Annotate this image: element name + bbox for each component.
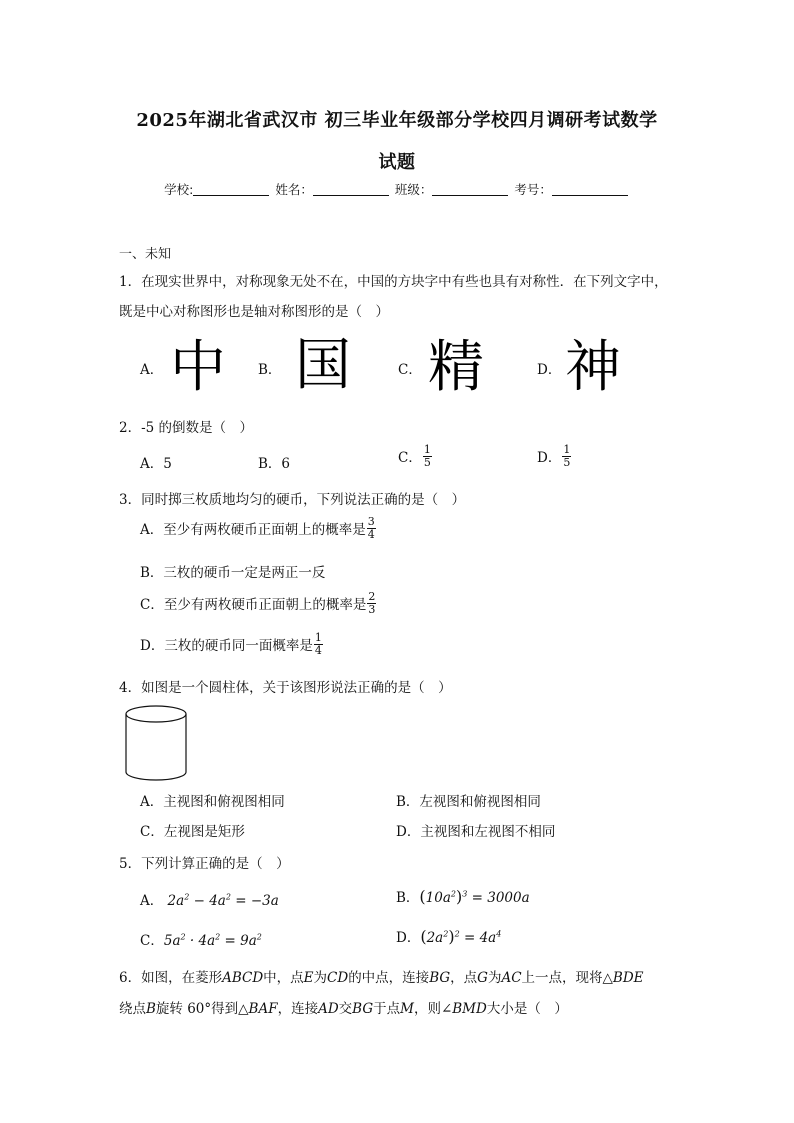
q1-option-c-char: 精	[428, 335, 484, 400]
q4-option-b: B．左视图和俯视图相同	[396, 794, 541, 810]
name-label: 姓名：	[275, 182, 313, 197]
exam-title-line1: 2025年湖北省武汉市 初三毕业年级部分学校四月调研考试数学	[136, 110, 658, 131]
q5-option-c: C．$5a^2 \cdot 4a^2 = 9a^2$	[140, 932, 262, 949]
exam-title-line2: 试题	[378, 152, 416, 173]
q1-stem-line2: 既是中心对称图形也是轴对称图形的是（ ）	[119, 304, 389, 320]
q4-stem: 4．如图是一个圆柱体，关于该图形说法正确的是（ ）	[119, 680, 452, 696]
q3-option-a: A．至少有两枚硬币正面朝上的概率是 $\frac{3}{4}$	[140, 515, 375, 541]
class-blank[interactable]	[432, 183, 508, 196]
id-label: 考号：	[514, 182, 552, 197]
section-title: 一、未知	[119, 247, 172, 262]
q5-option-b: B．$(10a^2)^3 = 3000a$	[396, 887, 530, 906]
name-blank[interactable]	[313, 183, 389, 196]
q6-stem-line2: 绕点B旋转 60°得到△BAF，连接AD交BG于点M，则∠BMD大小是（ ）	[119, 1001, 568, 1017]
q1-option-a-label: A．	[140, 362, 164, 378]
q1-option-d-char: 神	[565, 335, 621, 400]
q6-stem-line1: 6．如图，在菱形ABCD中，点E为CD的中点，连接BG，点G为AC上一点，现将△BDE	[119, 970, 644, 986]
q1-option-b-label: B．	[258, 362, 282, 378]
class-label: 班级：	[394, 182, 433, 197]
q1-option-b-char: 国	[295, 333, 351, 398]
q3-stem: 3．同时掷三枚质地均匀的硬币，下列说法正确的是（ ）	[119, 492, 466, 508]
id-blank[interactable]	[552, 183, 628, 196]
q3-option-d: D．三枚的硬币同一面概率是 $\frac{1}{4}$	[140, 631, 322, 657]
q5-option-c-expr: $5a^2 \cdot 4a^2 = 9a^2$	[163, 932, 262, 949]
q3-option-c: C．至少有两枚硬币正面朝上的概率是 $\frac{2}{3}$	[140, 590, 376, 616]
q5-option-d: D．$(2a^2)^2 = 4a^4$	[396, 927, 502, 946]
cylinder-figure	[122, 702, 192, 784]
q1-stem-line1: 1．在现实世界中，对称现象无处不在，中国的方块字中有些也具有对称性．在下列文字中，	[119, 274, 668, 290]
q1-option-d-label: D．	[537, 362, 562, 378]
q4-option-c: C．左视图是矩形	[140, 824, 245, 840]
q4-option-a: A．主视图和俯视图相同	[140, 794, 285, 810]
school-label: 学校:	[164, 182, 194, 197]
q5-option-a: A． $2a^2 - 4a^2 = -3a$	[140, 892, 279, 909]
q3-option-b: B．三枚的硬币一定是两正一反	[140, 565, 326, 581]
q1-option-c-label: C．	[398, 362, 422, 378]
q2-option-a: A．5	[140, 456, 172, 472]
student-info-row	[0, 180, 794, 198]
q5-stem: 5．下列计算正确的是（ ）	[119, 856, 290, 872]
q5-option-d-expr: $(2a^2)^2 = 4a^4$	[420, 927, 502, 946]
q5-option-b-expr: $(10a^2)^3 = 3000a$	[419, 887, 530, 906]
q2-stem: 2．-5 的倒数是（ ）	[119, 420, 254, 436]
q1-option-a-char: 中	[170, 335, 226, 400]
school-blank[interactable]	[193, 183, 269, 196]
q2-option-b: B．6	[258, 456, 291, 472]
q5-option-a-expr: $2a^2 - 4a^2 = -3a$	[163, 892, 279, 909]
q2-option-c: C． $\frac{1}{5}$	[398, 443, 431, 469]
q4-option-d: D．主视图和左视图不相同	[396, 824, 556, 840]
q2-option-d: D． $\frac{1}{5}$	[537, 443, 571, 469]
